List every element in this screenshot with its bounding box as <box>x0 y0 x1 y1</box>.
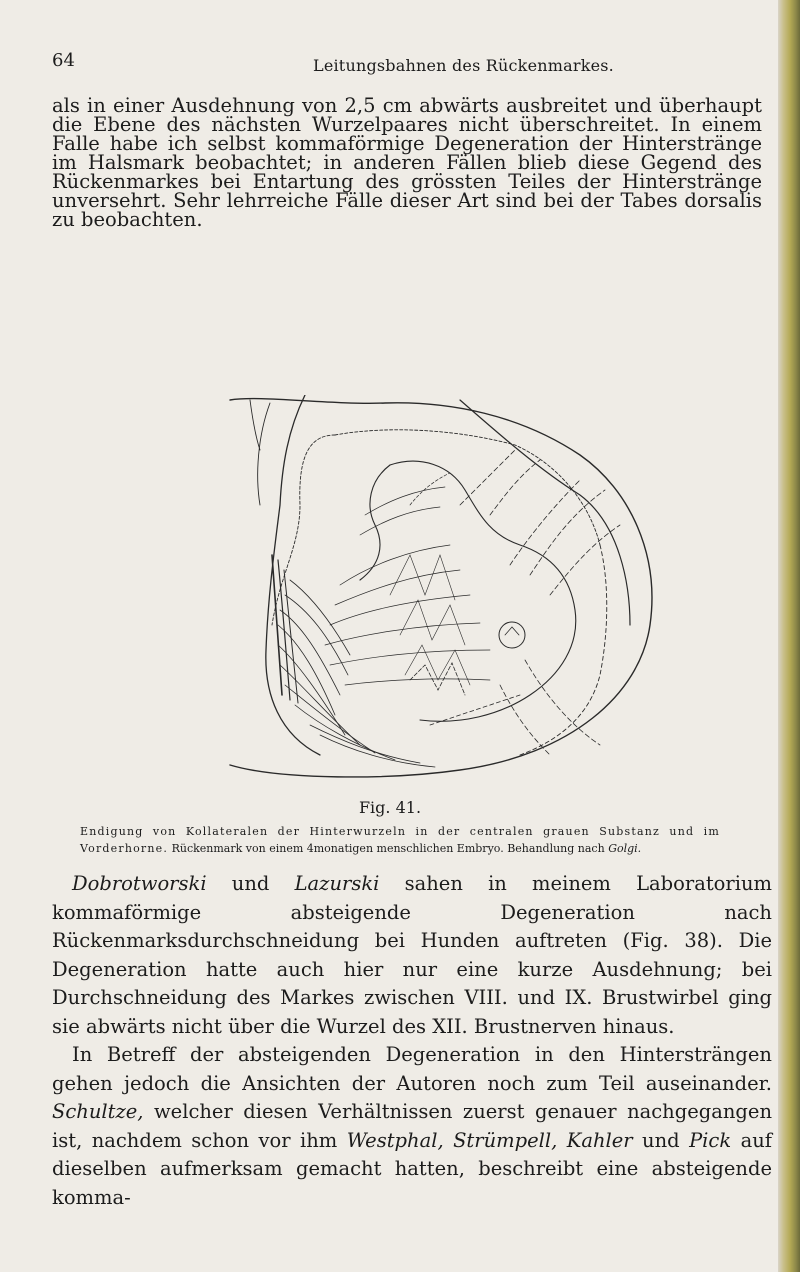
paragraph-schultze: In Betreff der absteigenden Degeneration in den Hintersträngen gehen jedoch die Ansichten der Autoren noch zum Teil auseinander. Schultze, welcher diesen Verhältnissen zuerst genauer nachgegangen ist, nachdem schon vor ihm Westphal, Strümpell, Kahler und Pick auf dieselben aufmerksam gemacht hatten, beschreibt eine absteigende komma- <box>52 1043 773 1209</box>
figure-caption <box>80 823 720 857</box>
author-schultze: Schultze, <box>52 1100 144 1123</box>
page-number: 64 <box>52 50 75 71</box>
paragraph-dobrotworski-text: sahen in meinem Laboratorium kommaförmige absteigende Degeneration nach Rückenmarksdurchschneidung bei Hunden auftreten (Fig. 38). Die Degeneration hatte auch hier nur eine kurze Ausdehnung; bei Durchschneidung des Markes zwischen VIII. und IX. Brustwirbel ging sie abwärts nicht über die Wurzel des XII. Brustnerven hinaus. <box>52 872 773 1038</box>
paragraph-intro: als in einer Ausdehnung von 2,5 cm abwärts ausbreitet und überhaupt die Ebene des nächsten Wurzelpaares nicht überschreitet. In einem Falle habe ich selbst kommaförmige Degeneration der Hinterstränge im Halsmark beobachtet; in anderen Fällen blieb diese Gegend des Rückenmarkes bei Entartung des grössten Teiles der Hinterstränge unversehrt. Sehr lehrreiche Fälle dieser Art sind bei der Tabes dorsalis zu beobachten. <box>52 94 762 231</box>
caption-author: Golgi. <box>608 842 642 855</box>
caption-title: Endigung von Kollateralen der Hinterwurzeln in der centralen grauen Substanz und im Vorderhorne. <box>80 825 720 855</box>
paragraph-dobrotworski: Dobrotworski und Lazurski sahen in meinem Laboratorium kommaförmige absteigende Degeneration nach Rückenmarksdurchschneidung bei Hunden auftreten (Fig. 38). Die Degeneration hatte auch hier nur eine kurze Ausdehnung; bei Durchschneidung des Markes zwischen VIII. und IX. Brustwirbel ging sie abwärts nicht über die Wurzel des XII. Brustnerven hinaus. <box>52 872 773 1038</box>
figure-41-illustration <box>160 395 680 780</box>
page-header <box>0 50 780 80</box>
authors-westphal-struempell-kahler: Westphal, Strümpell, Kahler <box>346 1128 633 1152</box>
figure-label: Fig. 41. <box>358 798 422 817</box>
author-lazurski: Lazurski <box>294 872 380 895</box>
running-title: Leitungsbahnen des Rückenmarkes. <box>313 56 614 75</box>
author-pick: Pick <box>689 1128 732 1152</box>
page-edge <box>778 0 800 1272</box>
body-text <box>52 870 772 1212</box>
author-dobrotworski: Dobrotworski <box>72 872 207 895</box>
caption-description: Rückenmark von einem 4monatigen menschlichen Embryo. Behandlung nach <box>171 842 605 855</box>
spinal-cord-drawing <box>160 395 680 780</box>
